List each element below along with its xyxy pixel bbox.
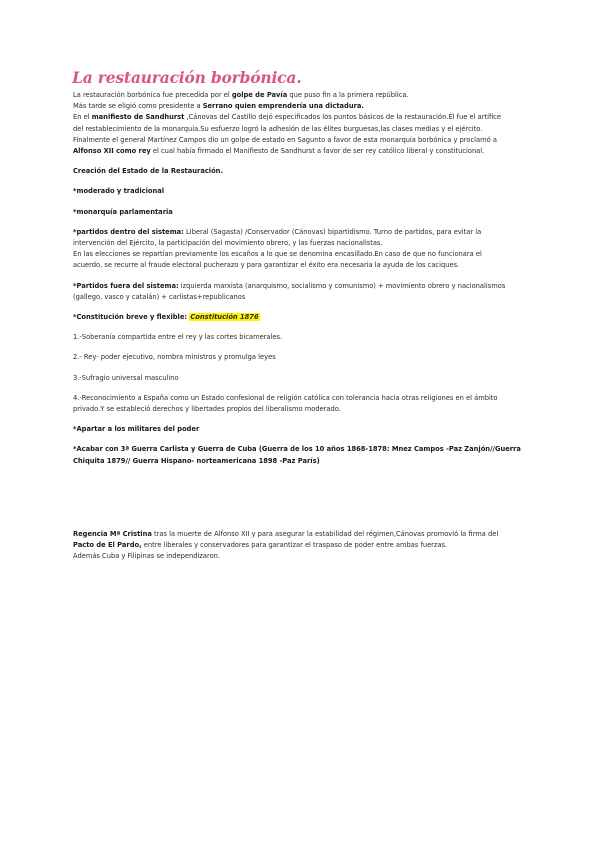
intro-line-1 — [73, 90, 533, 101]
partidos-dentro-line-2: intervención del Ejército, la participación del movimiento obrero, y las fuerzas nacionalistas. — [73, 239, 383, 248]
partidos-dentro-line-1 — [73, 227, 533, 238]
partidos-dentro-line-4: acuerdo, se recurre al fraude electoral pucherazo y para garantizar el éxito era necesaria la ayuda de los caciques. — [73, 261, 460, 270]
text: La restauración borbónica fue precedida por el — [73, 91, 232, 99]
regencia-line-3: Además Cuba y Filipinas se independizaron. — [73, 552, 221, 561]
partidos-fuera-line-2: (gallego, vasco y catalán) + carlistas+republicanos — [73, 292, 246, 301]
intro-line-2 — [73, 101, 533, 112]
document-body — [73, 90, 533, 562]
point-4-line-1: 4.-Reconocimiento a España como un Estado confesional de religión católica con tolerancia hacia otras religiones en el ámbito — [73, 393, 498, 402]
bold-text: Chiquita 1879// Guerra Hispano- norteamericana 1898 -Paz París) — [73, 456, 320, 465]
regencia-line-1 — [73, 529, 533, 540]
bold-text: *Apartar a los militares del poder — [73, 425, 200, 434]
bold-text: *moderado y tradicional — [73, 187, 165, 196]
bold-text: Serrano quien emprendería una dictadura. — [202, 102, 364, 111]
bold-text: Pacto de El Pardo, — [73, 541, 142, 550]
item-moderado — [73, 186, 533, 197]
bold-text: *Partidos fuera del sistema: — [73, 281, 179, 290]
text: ,Cánovas del Castillo dejó especificados los puntos básicos de la restauración.Él fue el artífice — [184, 113, 501, 122]
text: Más tarde se eligió como presidente a — [73, 102, 203, 111]
point-2: 2.- Rey- poder ejecutivo, nombra ministros y promulga leyes — [73, 353, 276, 362]
bold-text: *partidos dentro del sistema: — [73, 227, 184, 236]
point-1: 1.-Soberanía compartida entre el rey y las cortes bicamerales. — [73, 333, 283, 342]
regencia-line-2 — [73, 540, 533, 551]
section-heading — [73, 166, 533, 177]
text: En el — [73, 113, 92, 122]
bold-text: Alfonso XII como rey — [73, 147, 151, 156]
text: el cual había firmado el Manifiesto de Sandhurst a favor de ser rey católico liberal y constitucional. — [150, 147, 485, 156]
acabar-line-1 — [73, 444, 533, 455]
text: izquierda marxista (anarquismo, socialismo y comunismo) + movimiento obrero y nacionalismos — [178, 281, 506, 290]
bold-text: Regencia Mª Cristina — [73, 529, 152, 538]
intro-line-4: del restablecimiento de la monarquía.Su esfuerzo logró la adhesión de las élites burguesas,las clases medias y el ejército. — [73, 124, 483, 133]
partidos-dentro-line-3: En las elecciones se repartían previamente los escaños a lo que se denomina encasillado.En caso de que no funcionara el — [73, 250, 482, 259]
text: que puso fin a la primera república. — [287, 91, 409, 99]
intro-line-5: Finalmente el general Martínez Campos dio un golpe de estado en Sagunto a favor de esta monarquía borbónica y proclamó a — [73, 135, 497, 144]
text: entre liberales y conservadores para garantizar el traspaso de poder entre ambas fuerzas. — [141, 541, 448, 550]
partidos-fuera-line-1 — [73, 281, 533, 292]
bold-text: Creación del Estado de la Restauración. — [73, 167, 223, 176]
item-monarquia — [73, 207, 533, 218]
point-4-line-2: privado.Y se estableció derechos y libertades propios del liberalismo moderado. — [73, 405, 341, 414]
acabar-line-2 — [73, 456, 533, 467]
constitucion-line — [73, 312, 533, 323]
page-title: La restauración borbónica. — [72, 68, 302, 87]
intro-line-3 — [73, 112, 533, 123]
bold-text: *Acabar con 3ª Guerra Carlista y Guerra de Cuba (Guerra de los 10 años 1868-1878: Mnez Campos -Paz Zanjón//Guerra — [73, 445, 521, 454]
bold-text: golpe de Pavía — [231, 91, 288, 99]
bold-text: *monarquía parlamentaria — [73, 207, 173, 216]
text: Liberal (Sagasta) /Conservador (Cánovas) bipartidismo. Turno de partidos, para evitar la — [183, 227, 482, 236]
text: tras la muerte de Alfonso XII y para asegurar la estabilidad del régimen,Cánovas promovió la firma del — [151, 529, 499, 538]
highlighted-text: Constitución 1876 — [190, 313, 259, 322]
intro-line-6 — [73, 146, 533, 157]
bold-text: *Constitución breve y flexible: — [73, 313, 190, 322]
point-3: 3.-Sufragio universal masculino — [73, 373, 179, 382]
bold-text: manifiesto de Sandhurst — [91, 113, 185, 122]
item-apartar — [73, 424, 533, 435]
